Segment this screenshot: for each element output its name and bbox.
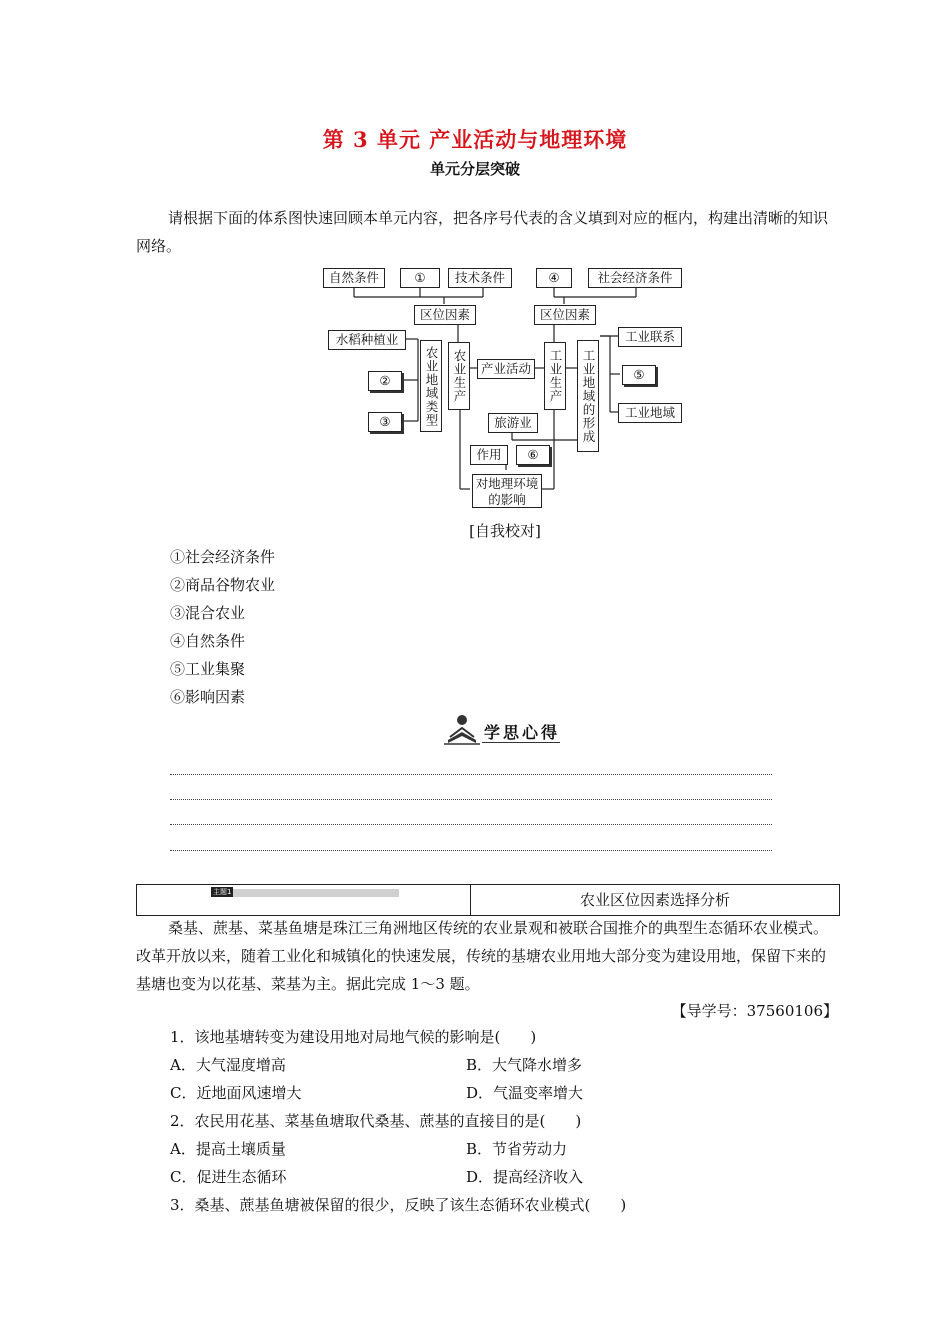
natural-conditions-box: 自然条件 <box>323 268 385 288</box>
section-subtitle: 单元分层突破 <box>429 160 520 178</box>
industrial-production-box: 工业生产 <box>544 342 566 410</box>
topic-tag-cell <box>137 885 471 915</box>
industrial-activity-box: 产业活动 <box>477 359 535 379</box>
note-line <box>170 850 772 851</box>
passage-paragraph: 桑基、蔗基、菜基鱼塘是珠江三角洲地区传统的农业景观和被联合国推介的典型生态循环农业模式。改革开放以来，随着工业化和城镇化的快速发展，传统的基塘农业用地大部分变为建设用地，保留下来的基塘也变为以花基、菜基为主。据此完成 1～3 题。 <box>136 919 829 993</box>
blank-3-box: ③ <box>368 412 402 432</box>
blank-5-box: ⑤ <box>622 365 656 385</box>
reader-book-icon <box>442 712 482 746</box>
answer-item: ④自然条件 <box>170 632 246 650</box>
socioeconomic-conditions-box: 社会经济条件 <box>588 268 682 288</box>
answer-item: ①社会经济条件 <box>170 548 276 566</box>
question-stem: 2．农民用花基、菜基鱼塘取代桑基、蔗基的直接目的是( ) <box>170 1112 582 1130</box>
topic-tag: 主题1 <box>213 888 232 896</box>
answer-item: ⑥影响因素 <box>170 688 246 706</box>
industrial-region-box: 工业地域 <box>618 403 682 423</box>
note-line <box>170 799 772 800</box>
answer-item: ②商品谷物农业 <box>170 576 276 594</box>
location-factors-left-box: 区位因素 <box>414 305 476 325</box>
intro-paragraph: 请根据下面的体系图快速回顾本单元内容，把各序号代表的含义填到对应的框内，构建出清晰的知识网络。 <box>136 209 829 255</box>
option-b: B．大气降水增多 <box>466 1056 583 1074</box>
question-stem: 1．该地基塘转变为建设用地对局地气候的影响是( ) <box>170 1028 537 1046</box>
study-reflection-heading: 学思心得 <box>484 723 561 742</box>
industrial-linkage-box: 工业联系 <box>618 327 682 347</box>
location-factors-right-box: 区位因素 <box>534 305 596 325</box>
topic-header <box>136 884 840 916</box>
environment-impact-box: 对地理环境的影响 <box>472 474 542 508</box>
blank-1-box: ① <box>400 268 440 288</box>
option-a: A．提高土壤质量 <box>170 1140 286 1158</box>
blank-4-box: ④ <box>536 268 572 288</box>
heading-underline <box>482 742 560 743</box>
note-line <box>170 774 772 775</box>
note-line <box>170 824 772 825</box>
answer-item: ③混合农业 <box>170 604 246 622</box>
option-d: D．气温变率增大 <box>466 1084 584 1102</box>
unit-title: 第 3 单元 产业活动与地理环境 <box>322 127 628 152</box>
option-a: A．大气湿度增高 <box>170 1056 286 1074</box>
reference-number: 【导学号：37560106】 <box>671 1002 838 1020</box>
knowledge-network-diagram <box>320 264 690 510</box>
blank-2-box: ② <box>368 371 402 391</box>
agri-production-box: 农业生产 <box>448 342 470 410</box>
self-check-label: [自我校对] <box>469 522 541 540</box>
rice-farming-box: 水稻种植业 <box>328 330 406 350</box>
technical-conditions-box: 技术条件 <box>448 268 512 288</box>
option-c: C．促进生态循环 <box>170 1168 287 1186</box>
question-stem: 3．桑基、蔗基鱼塘被保留的很少，反映了该生态循环农业模式( ) <box>170 1196 627 1214</box>
topic-title: 农业区位因素选择分析 <box>579 891 730 909</box>
function-box: 作用 <box>470 445 508 465</box>
answer-item: ⑤工业集聚 <box>170 660 246 678</box>
option-c: C．近地面风速增大 <box>170 1084 302 1102</box>
industrial-region-formation-box: 工业地域的形成 <box>577 340 599 452</box>
option-d: D．提高经济收入 <box>466 1168 584 1186</box>
blank-6-box: ⑥ <box>516 445 550 465</box>
agri-region-types-box: 农业地域类型 <box>420 340 442 432</box>
topic-tag-bar <box>211 889 399 897</box>
option-b: B．节省劳动力 <box>466 1140 568 1158</box>
tourism-box: 旅游业 <box>488 413 538 433</box>
